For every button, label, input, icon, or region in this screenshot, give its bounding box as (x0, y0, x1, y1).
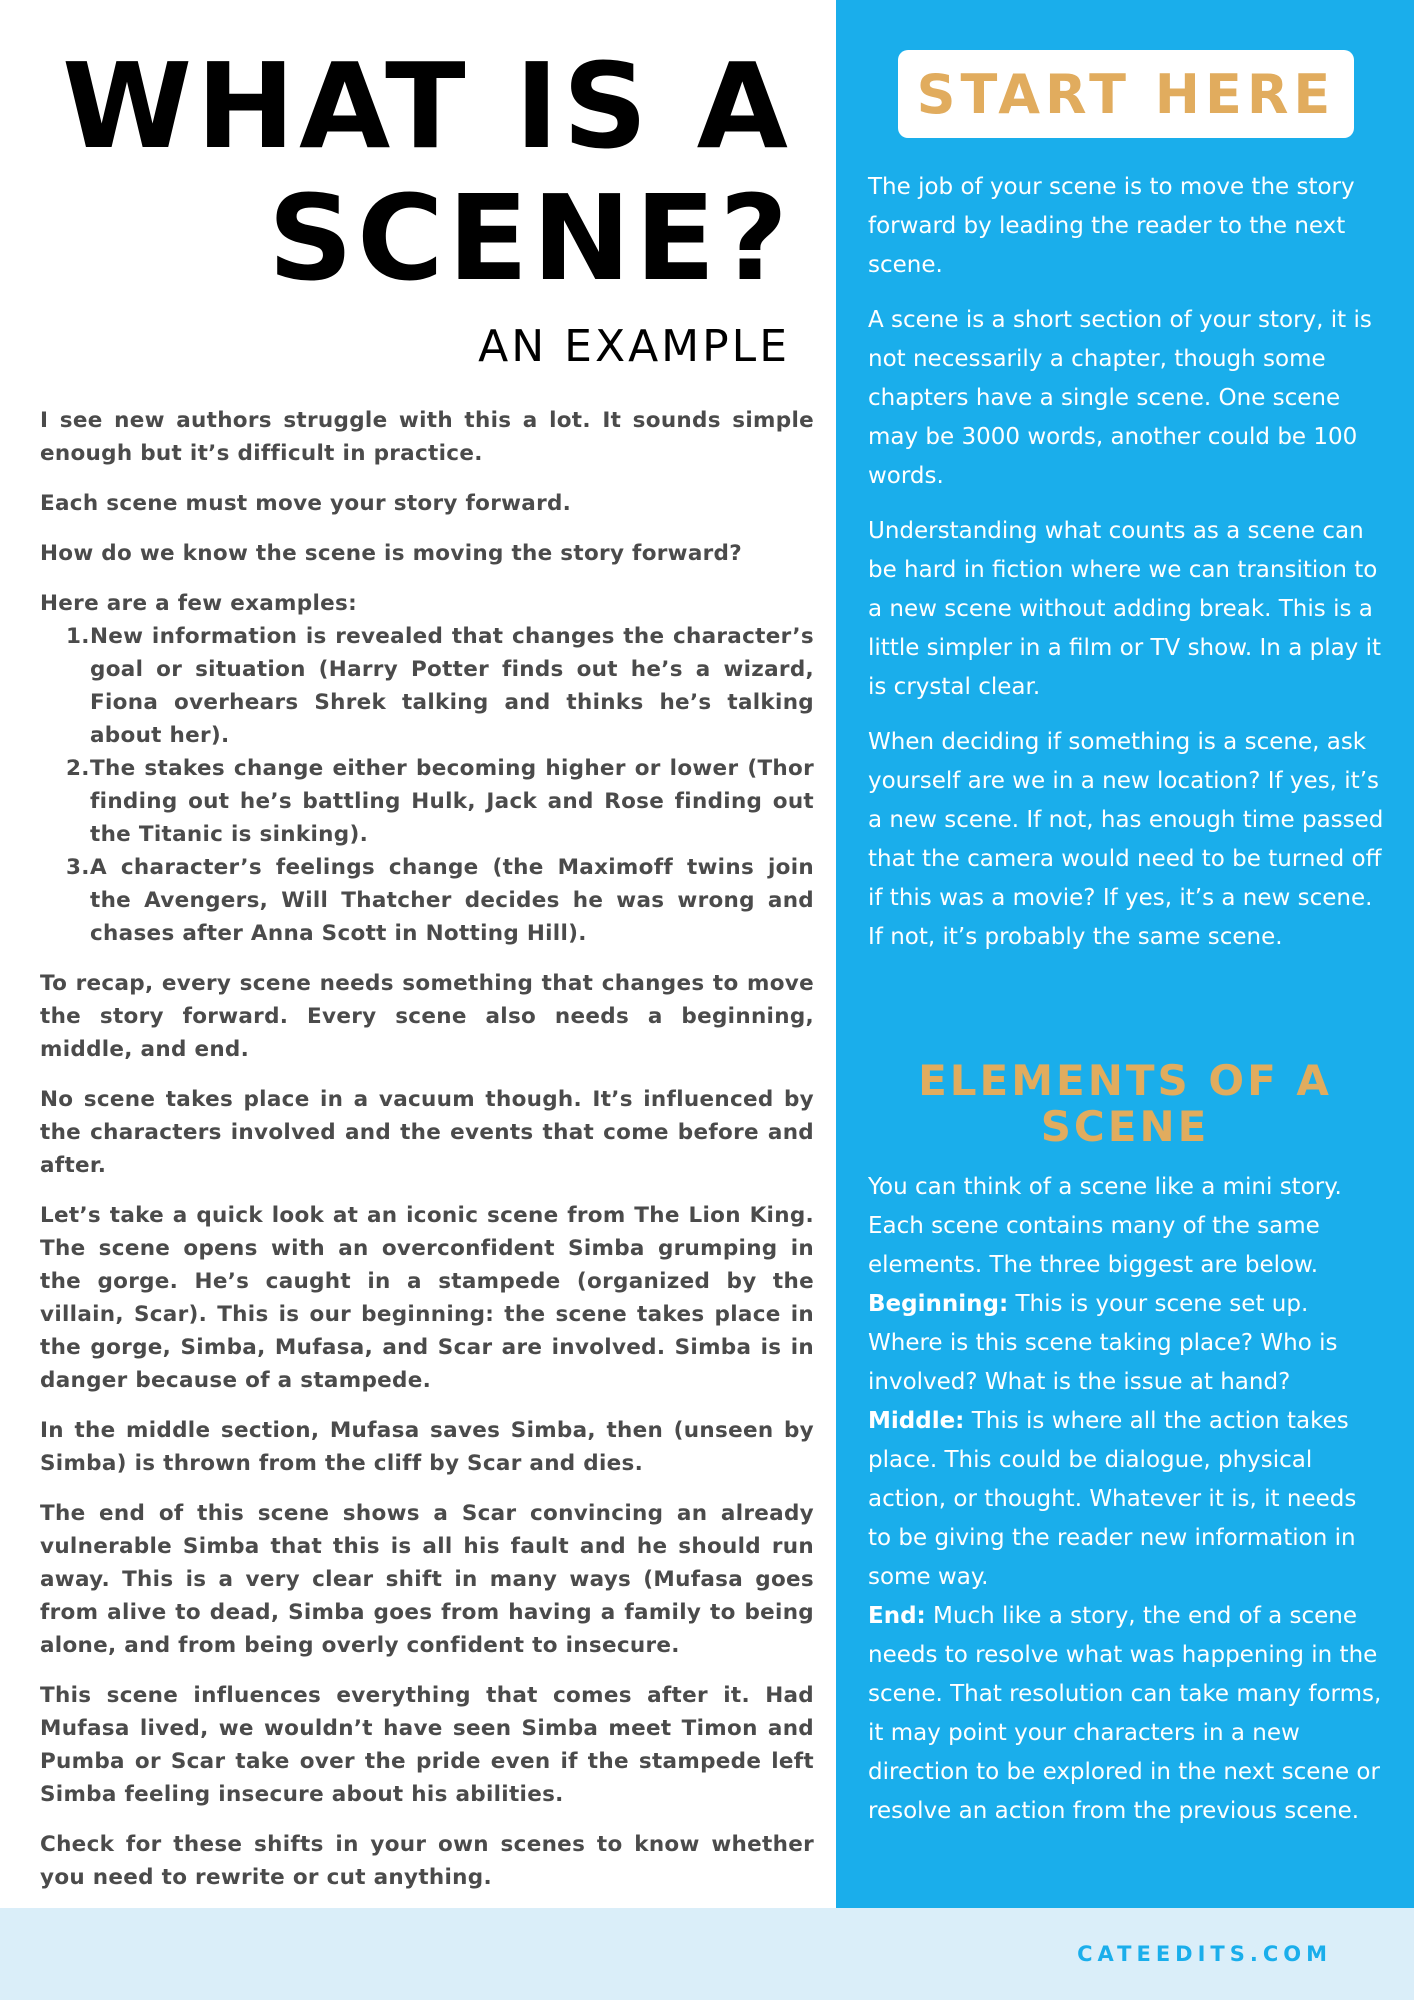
paragraph: No scene takes place in a vacuum though. It’s influenced by the characters involved and the events that come before and after. (40, 1087, 814, 1178)
paragraph: I see new authors struggle with this a lot. It sounds simple enough but it’s difficult in practice. (40, 408, 814, 466)
sidebar-paragraph: A scene is a short section of your story, it is not necessarily a chapter, though some chapters have a single scene. One scene may be 3000 words, another could be 100 words. (868, 307, 1372, 489)
start-here-label: START HERE (916, 62, 1336, 126)
end-text: Much like a story, the end of a scene needs to resolve what was happening in the scene. That resolution can take many forms, it may point your characters in a new direction to be explored in the next scene or resolve an action from the previous scene. (868, 1603, 1382, 1824)
paragraph: Here are a few examples: (40, 591, 357, 616)
sidebar-paragraph: When deciding if something is a scene, ask yourself are we in a new location? If yes, it’s a new scene. If not, has enough time passed that the camera would need to be turned off if this was a movie? If yes, it’s a new scene. If not, it’s probably the same scene. (868, 729, 1384, 950)
elements-intro: You can think of a scene like a mini story. Each scene contains many of the same elements. The three biggest are below. (868, 1174, 1342, 1278)
list-item (40, 851, 814, 950)
paragraph: To recap, every scene needs something that changes to move the story forward. Every scene also needs a beginning, middle, and end. (40, 971, 814, 1062)
elements-heading: ELEMENTS OF A SCENE (918, 1056, 1332, 1151)
sidebar-paragraph: The job of your scene is to move the story forward by leading the reader to the next scene. (868, 174, 1355, 278)
list-number: 3. (66, 855, 90, 880)
list-item-text: A character’s feelings change (the Maximoff twins join the Avengers, Will Thatcher decides he was wrong and chases after Anna Scott in Notting Hill). (90, 855, 814, 946)
examples-list (40, 620, 814, 950)
start-here-badge (898, 50, 1354, 138)
title-line-1: WHAT IS A (62, 37, 792, 175)
beginning-text: This is your scene set up. Where is this scene taking place? Who is involved? What is the issue at hand? (868, 1291, 1338, 1395)
paragraph: This scene influences everything that comes after it. Had Mufasa lived, we wouldn’t have seen Simba meet Timon and Pumba or Scar take over the pride even if the stampede left Simba feeling insecure about his abilities. (40, 1683, 814, 1807)
website-link[interactable]: CATEEDITS.COM (1077, 1942, 1332, 1966)
sidebar-panel (836, 0, 1414, 1908)
paragraph: Each scene must move your story forward. (40, 491, 572, 516)
list-item-text: The stakes change either becoming higher or lower (Thor finding out he’s battling Hulk, Jack and Rose finding out the Titanic is sinking). (90, 756, 814, 847)
sidebar-intro (868, 168, 1384, 973)
list-number: 2. (66, 756, 90, 781)
middle-label: Middle: (868, 1408, 965, 1434)
paragraph: The end of this scene shows a Scar convincing an already vulnerable Simba that this is all his fault and he should run away. This is a very clear shift in many ways (Mufasa goes from alive to dead, Simba goes from having a family to being alone, and from being overly confident to insecure. (40, 1501, 814, 1658)
middle-text: This is where all the action takes place. This could be dialogue, physical action, or thought. Whatever it is, it needs to be giving the reader new information in some way. (868, 1408, 1357, 1590)
paragraph: Let’s take a quick look at an iconic scene from The Lion King. The scene opens with an overconfident Simba grumping in the gorge. He’s caught in a stampede (organized by the villain, Scar). This is our beginning: the scene takes place in the gorge, Simba, Mufasa, and Scar are involved. Simba is in danger because of a stampede. (40, 1203, 814, 1393)
page-title (62, 37, 792, 307)
article-body (40, 404, 814, 1911)
list-item (40, 752, 814, 851)
beginning-label: Beginning: (868, 1291, 1009, 1317)
paragraph: In the middle section, Mufasa saves Simba, then (unseen by Simba) is thrown from the cliff by Scar and dies. (40, 1418, 814, 1476)
list-number: 1. (66, 624, 90, 649)
sidebar-paragraph: Understanding what counts as a scene can be hard in fiction where we can transition to a new scene without adding break. This is a little simpler in a film or TV show. In a play it is crystal clear. (868, 518, 1382, 700)
elements-body (868, 1168, 1384, 1831)
page-subtitle: AN EXAMPLE (478, 321, 790, 372)
list-item-text: New information is revealed that changes the character’s goal or situation (Harry Potter finds out he’s a wizard, Fiona overhears Shrek talking and thinks he’s talking about her). (90, 624, 814, 748)
end-label: End: (868, 1603, 926, 1629)
title-line-2: SCENE? (267, 169, 792, 307)
paragraph: Check for these shifts in your own scenes to know whether you need to rewrite or cut anything. (40, 1832, 814, 1890)
list-item (40, 620, 814, 752)
footer (0, 1908, 1414, 2000)
paragraph: How do we know the scene is moving the story forward? (40, 541, 743, 566)
